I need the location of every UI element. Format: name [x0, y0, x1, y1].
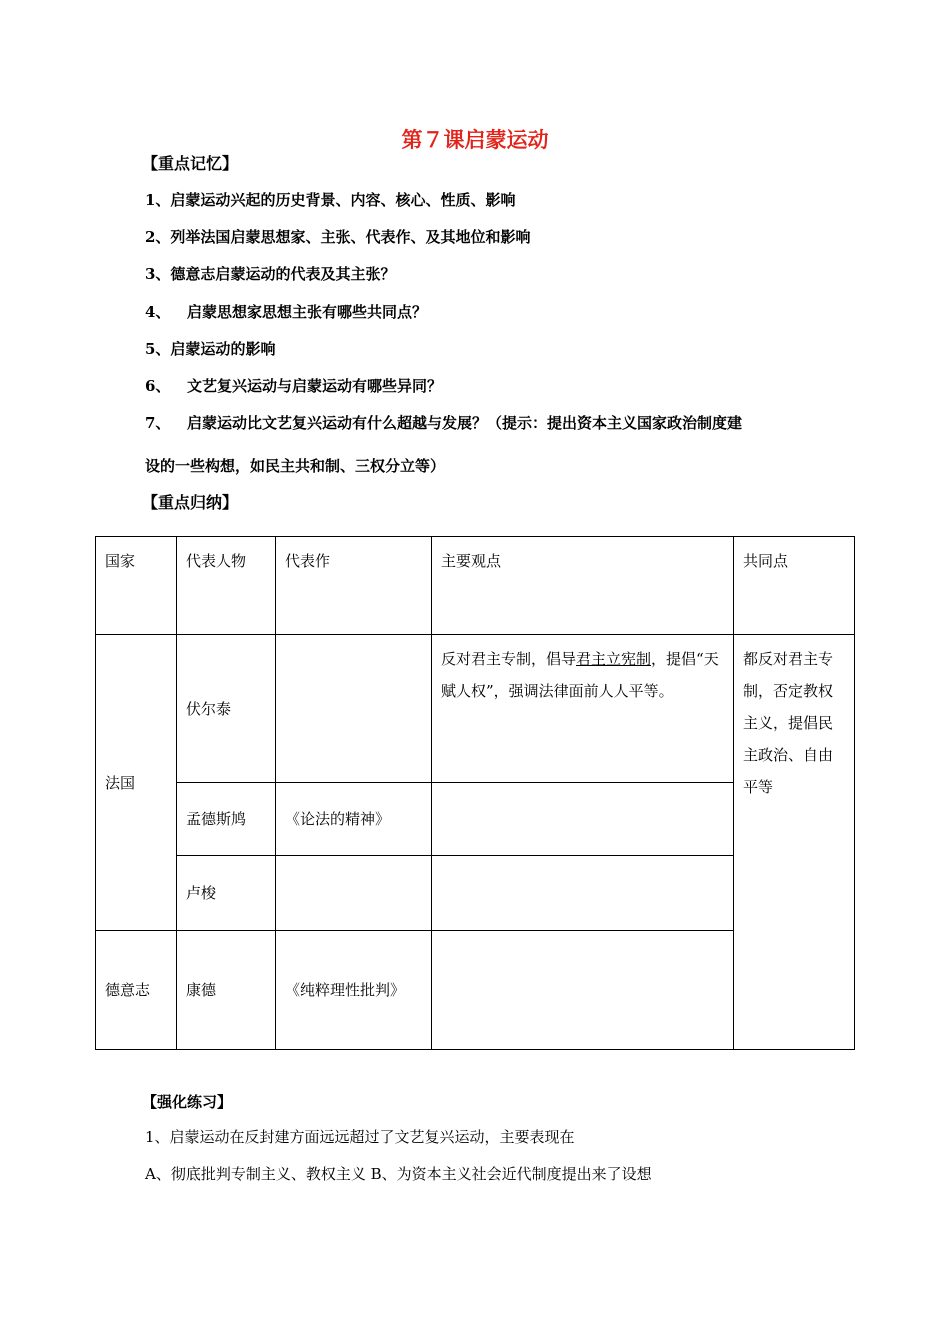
table-header-row	[96, 537, 855, 635]
view-voltaire	[432, 635, 734, 783]
point-4-number: 4、	[145, 303, 171, 321]
section-heading-memory: 【重点记忆】	[142, 154, 239, 173]
view-montesquieu	[432, 783, 734, 856]
point-5: 5、启蒙运动的影响	[145, 340, 276, 358]
point-3: 3、德意志启蒙运动的代表及其主张？	[145, 265, 396, 283]
person-rousseau: 卢梭	[177, 856, 276, 931]
person-montesquieu: 孟德斯鸠	[177, 783, 276, 856]
common-points: 都反对君主专制，否定教权主义，提倡民主政治、自由平等	[734, 635, 855, 1050]
point-6-text: 文艺复兴运动与启蒙运动有哪些异同？	[187, 377, 443, 395]
view-voltaire-part1: 反对君主专制，倡导	[441, 650, 577, 668]
summary-table	[95, 536, 855, 1050]
section-heading-summary: 【重点归纳】	[142, 493, 239, 512]
question-1: 1、启蒙运动在反封建方面远远超过了文艺复兴运动，主要表现在	[145, 1128, 575, 1146]
point-2: 2、列举法国启蒙思想家、主张、代表作、及其地位和影响	[145, 228, 531, 246]
person-kant: 康德	[177, 931, 276, 1050]
header-representative: 代表人物	[177, 537, 276, 635]
view-kant	[432, 931, 734, 1050]
header-main-view: 主要观点	[432, 537, 734, 635]
page-title: 第７课启蒙运动	[401, 127, 549, 152]
header-common-points: 共同点	[734, 537, 855, 635]
table-row	[96, 635, 855, 783]
header-country: 国家	[96, 537, 177, 635]
point-4-text: 启蒙思想家思想主张有哪些共同点？	[187, 303, 428, 321]
question-1-options: A、彻底批判专制主义、教权主义 B、为资本主义社会近代制度提出来了设想	[145, 1165, 652, 1183]
country-germany: 德意志	[96, 931, 177, 1050]
country-france: 法国	[96, 635, 177, 931]
point-6-number: 6、	[145, 377, 171, 395]
view-rousseau	[432, 856, 734, 931]
section-heading-practice: 【强化练习】	[142, 1093, 233, 1111]
view-voltaire-part2: ，提倡“天赋人权”，强调法律面前人人平等。	[441, 650, 719, 700]
view-voltaire-underlined: 君主立宪制	[576, 650, 652, 668]
header-work: 代表作	[276, 537, 432, 635]
point-7-number: 7、	[145, 414, 171, 432]
person-voltaire: 伏尔泰	[177, 635, 276, 783]
work-montesquieu: 《论法的精神》	[276, 783, 432, 856]
work-voltaire	[276, 635, 432, 783]
point-1: 1、启蒙运动兴起的历史背景、内容、核心、性质、影响	[145, 191, 516, 209]
work-rousseau	[276, 856, 432, 931]
point-7-continuation: 设的一些构想，如民主共和制、三权分立等）	[145, 457, 446, 475]
point-7-text: 启蒙运动比文艺复兴运动有什么超越与发展？（提示：提出资本主义国家政治制度建	[187, 414, 743, 432]
work-kant: 《纯粹理性批判》	[276, 931, 432, 1050]
